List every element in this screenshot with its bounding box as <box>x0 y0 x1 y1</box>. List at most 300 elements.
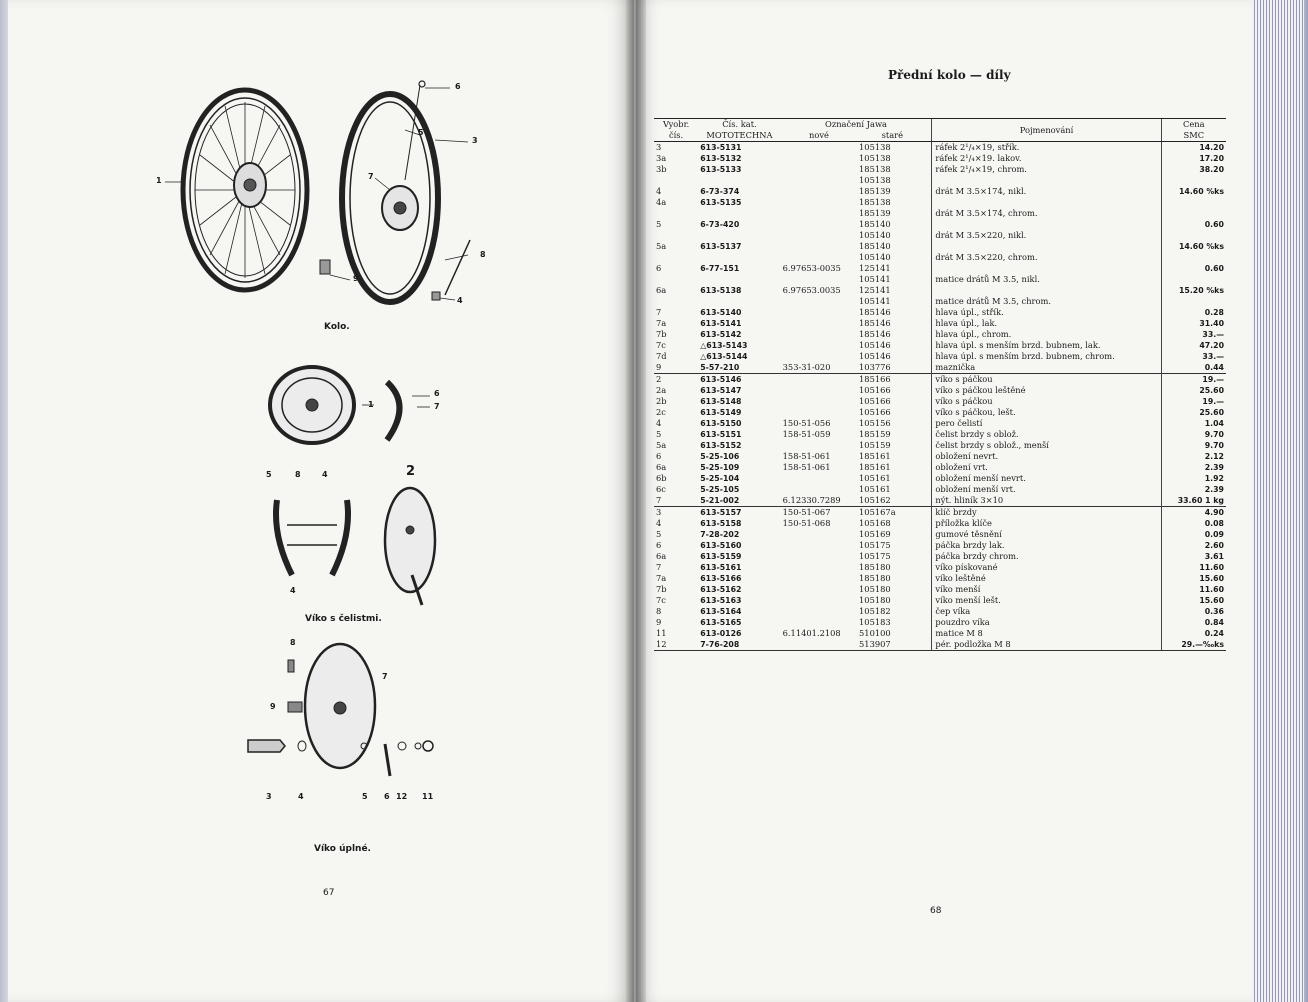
cell-jawa-old: 185138 <box>859 164 891 174</box>
brake-cover-illustration <box>240 636 450 796</box>
parts-table <box>654 118 1226 651</box>
table-row <box>654 584 1226 595</box>
cell-price: 15.20 %ks <box>1161 285 1226 296</box>
cell-catalog-no: 613-5150 <box>700 419 742 428</box>
cell-name: drát M 3.5×220, nikl. <box>932 230 1161 241</box>
callout-label: 5 <box>418 128 424 137</box>
table-row <box>654 462 1226 473</box>
cell-catalog-no: 613-5158 <box>700 519 742 528</box>
cell-catalog-no: 5-25-109 <box>700 463 740 472</box>
cell-figure-no: 4 <box>656 186 662 196</box>
callout-label: 11 <box>422 792 434 801</box>
cell-jawa-old: 185161 <box>859 462 891 472</box>
cell-jawa-new <box>781 340 857 351</box>
table-row <box>654 562 1226 573</box>
cell-jawa-new <box>781 318 857 329</box>
cell-figure-no <box>654 175 698 186</box>
table-row <box>654 175 1226 186</box>
cell-jawa-new: 353-31-020 <box>782 362 831 372</box>
table-row <box>654 617 1226 628</box>
cell-catalog-no: 613-5137 <box>700 242 742 251</box>
cell-jawa-old: 125141 <box>859 263 891 273</box>
cell-catalog-no: 613-5161 <box>700 563 742 572</box>
cell-jawa-old: 105162 <box>859 495 891 505</box>
cell-jawa-new <box>781 175 857 186</box>
header-smc-text: SMC <box>1183 130 1205 140</box>
table-row <box>654 606 1226 617</box>
table-row <box>654 274 1226 285</box>
cell-price: 29.—‰ks <box>1161 639 1226 651</box>
cell-jawa-new <box>781 142 857 154</box>
cell-catalog-no: 613-5147 <box>700 386 742 395</box>
table-row <box>654 639 1226 651</box>
table-row <box>654 507 1226 519</box>
header-vyobr <box>654 119 698 142</box>
cell-figure-no: 3 <box>654 507 698 519</box>
cell-jawa-new <box>781 329 857 340</box>
cell-catalog-no: 613-5162 <box>700 585 742 594</box>
callout-label: 6 <box>434 389 440 398</box>
cell-jawa-old: 103776 <box>859 362 891 372</box>
cell-jawa-old: 185161 <box>859 451 891 461</box>
cell-price: 25.60 <box>1161 385 1226 396</box>
cell-price: 33.— <box>1161 351 1226 362</box>
cell-price: 33.— <box>1161 329 1226 340</box>
cell-price: 11.60 <box>1161 584 1226 595</box>
cell-jawa-old: 105161 <box>859 484 891 494</box>
cell-figure-no: 6a <box>656 285 667 295</box>
table-row <box>654 385 1226 396</box>
cell-catalog-no: 5-25-104 <box>700 474 740 483</box>
cell-figure-no: 7c <box>656 340 666 350</box>
cell-jawa-new <box>781 584 857 595</box>
cell-jawa-new <box>781 617 857 628</box>
table-row <box>654 418 1226 429</box>
table-row <box>654 362 1226 374</box>
cell-price: 2.60 <box>1161 540 1226 551</box>
cell-jawa-old: 105141 <box>859 274 891 284</box>
cell-catalog-no: △613-5144 <box>700 352 748 361</box>
cell-jawa-new: 150-51-056 <box>782 418 831 428</box>
table-row <box>654 318 1226 329</box>
header-pojmenovani: Pojmenování <box>932 119 1161 142</box>
cell-price: 1.04 <box>1161 418 1226 429</box>
cell-jawa-new <box>781 595 857 606</box>
cell-catalog-no <box>698 208 780 219</box>
cell-jawa-new <box>781 351 857 362</box>
cell-catalog-no: 5-25-106 <box>700 452 740 461</box>
caption-kolo: Kolo. <box>324 322 350 332</box>
cell-jawa-old: 105183 <box>859 617 891 627</box>
cell-figure-no: 7c <box>656 595 666 605</box>
cell-price: 14.60 %ks <box>1161 186 1226 197</box>
table-row <box>654 230 1226 241</box>
cell-jawa-new <box>781 230 857 241</box>
cell-name: hlava úpl., stř́ík. <box>932 307 1161 318</box>
callout-label: 8 <box>290 638 296 647</box>
cell-catalog-no: 613-5163 <box>700 596 742 605</box>
cell-jawa-old: 185140 <box>859 241 891 251</box>
cell-name <box>932 175 1161 186</box>
cell-catalog-no: 7-28-202 <box>700 530 740 539</box>
cell-catalog-no: 6-73-374 <box>700 187 740 196</box>
cell-figure-no: 6a <box>656 462 667 472</box>
cell-figure-no: 5 <box>656 219 662 229</box>
cell-jawa-old: 105167a <box>857 507 932 519</box>
cell-price: 4.90 <box>1161 507 1226 519</box>
table-row <box>654 495 1226 507</box>
cell-figure-no: 7 <box>656 307 662 317</box>
cell-price: 0.08 <box>1161 518 1226 529</box>
cell-price: 0.24 <box>1161 628 1226 639</box>
callout-label: 6 <box>384 792 390 801</box>
cell-price: 15.60 <box>1161 573 1226 584</box>
cell-price: 19.— <box>1161 374 1226 386</box>
callout-label: 7 <box>434 402 440 411</box>
cell-catalog-no <box>698 296 780 307</box>
cell-name <box>932 241 1161 252</box>
cell-figure-no: 6a <box>656 551 667 561</box>
cell-name: obložení menší nevrt. <box>932 473 1161 484</box>
callout-label: 1 <box>368 400 374 409</box>
cell-price: 0.60 <box>1161 219 1226 230</box>
table-row <box>654 296 1226 307</box>
cell-price: 0.44 <box>1161 362 1226 374</box>
cell-name <box>932 219 1161 230</box>
cell-price <box>1161 252 1226 263</box>
cell-price: 2.12 <box>1161 451 1226 462</box>
cell-name: víko leštěné <box>932 573 1161 584</box>
table-row <box>654 540 1226 551</box>
table-row <box>654 595 1226 606</box>
cell-catalog-no: 613-5164 <box>700 607 742 616</box>
cell-catalog-no: 613-5131 <box>698 142 780 154</box>
cell-jawa-new <box>781 219 857 230</box>
callout-label: 6 <box>455 82 461 91</box>
cell-jawa-old: 185138 <box>859 197 891 207</box>
cell-price: 33.60 1 kg <box>1161 495 1226 507</box>
cell-jawa-new <box>781 307 857 318</box>
cell-price: 17.20 <box>1161 153 1226 164</box>
cell-jawa-new <box>781 274 857 285</box>
cell-name: maznička <box>932 362 1161 374</box>
table-row <box>654 551 1226 562</box>
cell-jawa-new: 158-51-061 <box>782 462 831 472</box>
cell-jawa-new: 150-51-067 <box>781 507 857 519</box>
cell-name: čelist brzdy s oblož. <box>932 429 1161 440</box>
wheel-illustration <box>150 80 490 320</box>
cell-price: 11.60 <box>1161 562 1226 573</box>
callout-label: 4 <box>290 586 296 595</box>
cell-jawa-old: 105175 <box>859 540 891 550</box>
cell-jawa-old: 105159 <box>859 440 891 450</box>
table-row <box>654 252 1226 263</box>
cell-figure-no: 7d <box>656 351 667 361</box>
table-row <box>654 153 1226 164</box>
cell-jawa-new <box>781 484 857 495</box>
cell-name: ráfek 2¹/₄×19, chrom. <box>932 164 1161 175</box>
cell-jawa-old: 185159 <box>859 429 891 439</box>
cell-name: pér. podložka M 8 <box>932 639 1161 651</box>
cell-jawa-old: 105180 <box>859 584 891 594</box>
table-row <box>654 429 1226 440</box>
cell-jawa-new <box>781 407 857 418</box>
cell-price: 31.40 <box>1161 318 1226 329</box>
callout-label: 7 <box>382 672 388 681</box>
cell-jawa-old: 105180 <box>859 595 891 605</box>
table-row <box>654 484 1226 495</box>
cell-jawa-old: 105140 <box>859 230 891 240</box>
cell-name: víko s páčkou, lešt. <box>932 407 1161 418</box>
cell-jawa-old: 185146 <box>859 329 891 339</box>
cell-price: 15.60 <box>1161 595 1226 606</box>
caption-viko-s-celistmi: Víko s čelistmi. <box>305 614 382 624</box>
cell-name: drát M 3.5×174, nikl. <box>932 186 1161 197</box>
cell-figure-no: 6b <box>656 473 667 483</box>
page-number-right: 68 <box>930 906 942 916</box>
table-row <box>654 164 1226 175</box>
callout-label: 3 <box>472 136 478 145</box>
book-gutter <box>626 0 646 1002</box>
cell-price <box>1161 197 1226 208</box>
header-mototechna-text: MOTOTECHNA <box>706 130 773 140</box>
cell-jawa-old: 105166 <box>859 407 891 417</box>
cell-jawa-old: 105138 <box>857 142 932 154</box>
table-row <box>654 186 1226 197</box>
cell-price <box>1161 230 1226 241</box>
cell-catalog-no: 613-5166 <box>700 574 742 583</box>
cell-name: čelist brzdy s oblož., menší <box>932 440 1161 451</box>
cell-price: 0.09 <box>1161 529 1226 540</box>
cell-figure-no: 6 <box>656 540 662 550</box>
table-row <box>654 241 1226 252</box>
cell-jawa-new <box>781 153 857 164</box>
caption-viko-upine: Víko úplné. <box>314 844 371 854</box>
cell-jawa-new: 6.11401.2108 <box>782 628 841 638</box>
cell-catalog-no: 613-5160 <box>700 541 742 550</box>
cell-jawa-new <box>781 440 857 451</box>
cell-figure-no: 4 <box>656 518 662 528</box>
cell-figure-no: 7b <box>656 329 667 339</box>
cell-jawa-old: 510100 <box>859 628 891 638</box>
callout-label: 4 <box>298 792 304 801</box>
cell-name: matice drátů M 3.5, chrom. <box>932 296 1161 307</box>
cell-figure-no: 2c <box>656 407 666 417</box>
table-row <box>654 628 1226 639</box>
header-catalog <box>698 119 780 142</box>
cell-name <box>932 263 1161 274</box>
header-jawa <box>781 119 932 142</box>
table-row <box>654 208 1226 219</box>
cell-catalog-no: 5-21-002 <box>700 496 740 505</box>
cell-figure-no: 9 <box>656 362 662 372</box>
cell-figure-no <box>654 274 698 285</box>
cell-jawa-old: 185139 <box>859 186 891 196</box>
header-vyobr-text: Vyobr. <box>662 119 690 129</box>
cell-price: 2.39 <box>1161 484 1226 495</box>
cell-name: hlava úpl. s menším brzd. bubnem, chrom. <box>932 351 1161 362</box>
cell-catalog-no: 613-5146 <box>698 374 780 386</box>
cell-price: 9.70 <box>1161 440 1226 451</box>
cell-catalog-no: 613-5142 <box>700 330 742 339</box>
cell-jawa-new <box>781 562 857 573</box>
cell-jawa-old: 105140 <box>859 252 891 262</box>
cell-jawa-old: 105166 <box>859 385 891 395</box>
brake-drum-illustration <box>262 360 452 610</box>
cell-jawa-old: 185140 <box>859 219 891 229</box>
cell-catalog-no <box>698 230 780 241</box>
cell-catalog-no: 613-5149 <box>700 408 742 417</box>
header-oznaceni-text: Označení Jawa <box>825 119 888 129</box>
cell-name: nýt. hliník 3×10 <box>932 495 1161 507</box>
cell-figure-no <box>654 208 698 219</box>
header-cena <box>1161 119 1226 142</box>
cell-jawa-new <box>781 186 857 197</box>
cell-name: hlava úpl. s menším brzd. bubnem, lak. <box>932 340 1161 351</box>
cell-jawa-old: 105138 <box>859 175 891 185</box>
cell-jawa-new <box>781 540 857 551</box>
cell-jawa-old: 105141 <box>859 296 891 306</box>
cell-name: pero čelistí <box>932 418 1161 429</box>
cell-jawa-new: 6.12330.7289 <box>782 495 841 505</box>
cell-catalog-no: 613-5152 <box>700 441 742 450</box>
table-row <box>654 529 1226 540</box>
table-row <box>654 518 1226 529</box>
cell-name: víko pískované <box>932 562 1161 573</box>
table-row <box>654 473 1226 484</box>
cell-jawa-new <box>781 385 857 396</box>
cell-price <box>1161 274 1226 285</box>
cell-figure-no: 7 <box>656 495 662 505</box>
cell-jawa-new <box>781 296 857 307</box>
cell-jawa-old: 513907 <box>857 639 932 651</box>
cell-name: ráfek 2¹/₄×19. lakov. <box>932 153 1161 164</box>
page-title: Přední kolo — díly <box>888 68 1011 82</box>
callout-label: 5 <box>362 792 368 801</box>
cell-name: gumové těsnění <box>932 529 1161 540</box>
table-row <box>654 451 1226 462</box>
cell-catalog-no: 613-5141 <box>700 319 742 328</box>
cell-catalog-no: 613-5148 <box>700 397 742 406</box>
table-row <box>654 340 1226 351</box>
cell-price: 1.92 <box>1161 473 1226 484</box>
page-edges <box>1252 0 1304 1002</box>
cell-price: 9.70 <box>1161 429 1226 440</box>
cell-figure-no: 11 <box>656 628 667 638</box>
cell-price: 0.28 <box>1161 307 1226 318</box>
cell-figure-no: 6 <box>656 451 662 461</box>
cell-name: víko s páčkou <box>932 396 1161 407</box>
cell-price: 47.20 <box>1161 340 1226 351</box>
cell-jawa-new <box>781 396 857 407</box>
cell-figure-no: 3 <box>654 142 698 154</box>
cell-price: 38.20 <box>1161 164 1226 175</box>
cell-figure-no: 6c <box>656 484 666 494</box>
cell-figure-no: 8 <box>656 606 662 616</box>
cell-catalog-no: 613-5140 <box>700 308 742 317</box>
cell-jawa-old: 105169 <box>859 529 891 539</box>
cell-jawa-old: 125141 <box>859 285 891 295</box>
cell-catalog-no: 5-25-105 <box>700 485 740 494</box>
cell-figure-no: 5a <box>656 440 667 450</box>
cell-jawa-old: 105168 <box>859 518 891 528</box>
cell-name: matice drátů M 3.5, nikl. <box>932 274 1161 285</box>
cell-jawa-new <box>781 551 857 562</box>
callout-label: 7 <box>368 172 374 181</box>
cell-price: 0.36 <box>1161 606 1226 617</box>
parts-table-body <box>654 142 1226 651</box>
cell-name: ráfek 2¹/₄×19, stř́ík. <box>932 142 1161 154</box>
header-nove-text: nové <box>808 130 829 140</box>
table-row <box>654 197 1226 208</box>
cell-figure-no: 4a <box>656 197 667 207</box>
cell-figure-no: 4 <box>656 418 662 428</box>
cell-name: čep víka <box>932 606 1161 617</box>
cell-name: obložení vrt. <box>932 462 1161 473</box>
cell-jawa-old: 105146 <box>859 340 891 350</box>
callout-label: 2 <box>406 464 416 479</box>
cell-jawa-old: 105138 <box>859 153 891 163</box>
callout-label: 8 <box>480 250 486 259</box>
cell-figure-no <box>654 230 698 241</box>
cell-jawa-new <box>781 241 857 252</box>
table-row <box>654 307 1226 318</box>
cell-name: obložení menší vrt. <box>932 484 1161 495</box>
cell-jawa-old: 185180 <box>859 562 891 572</box>
cell-name: drát M 3.5×220, chrom. <box>932 252 1161 263</box>
cell-figure-no: 7a <box>656 573 667 583</box>
cell-figure-no: 5a <box>656 241 667 251</box>
cell-price: 14.20 <box>1161 142 1226 154</box>
cell-catalog-no: 613-5132 <box>700 154 742 163</box>
cell-jawa-old: 105175 <box>859 551 891 561</box>
cell-jawa-old: 185146 <box>859 307 891 317</box>
callout-label: 8 <box>295 470 301 479</box>
cell-figure-no: 3a <box>656 153 667 163</box>
cell-figure-no: 2b <box>656 396 667 406</box>
cell-jawa-new: 158-51-059 <box>782 429 831 439</box>
table-row <box>654 285 1226 296</box>
cell-jawa-new <box>781 529 857 540</box>
callout-label: 1 <box>156 176 162 185</box>
cell-jawa-new <box>781 208 857 219</box>
cell-name: víko s páčkou leštěné <box>932 385 1161 396</box>
callout-label: 9 <box>353 274 359 283</box>
cell-catalog-no: 613-5135 <box>700 198 742 207</box>
table-row <box>654 219 1226 230</box>
cell-figure-no: 6 <box>656 263 662 273</box>
cell-catalog-no: 613-5138 <box>700 286 742 295</box>
header-cis-kat-text: Čís. kat. <box>722 119 757 129</box>
cell-jawa-old: 185139 <box>859 208 891 218</box>
cell-catalog-no: 6-77-151 <box>700 264 740 273</box>
cell-jawa-old: 105182 <box>859 606 891 616</box>
cell-jawa-new <box>781 606 857 617</box>
cell-price <box>1161 296 1226 307</box>
table-row <box>654 440 1226 451</box>
cell-catalog-no: 7-76-208 <box>698 639 780 651</box>
cell-catalog-no: 613-5159 <box>700 552 742 561</box>
cell-jawa-new <box>781 164 857 175</box>
cell-catalog-no: 613-5133 <box>700 165 742 174</box>
cell-jawa-old: 185146 <box>859 318 891 328</box>
cell-jawa-new <box>781 573 857 584</box>
cell-name: drát M 3.5×174, chrom. <box>932 208 1161 219</box>
callout-label: 4 <box>457 296 463 305</box>
cell-catalog-no <box>698 274 780 285</box>
cell-figure-no: 7a <box>656 318 667 328</box>
table-row <box>654 351 1226 362</box>
